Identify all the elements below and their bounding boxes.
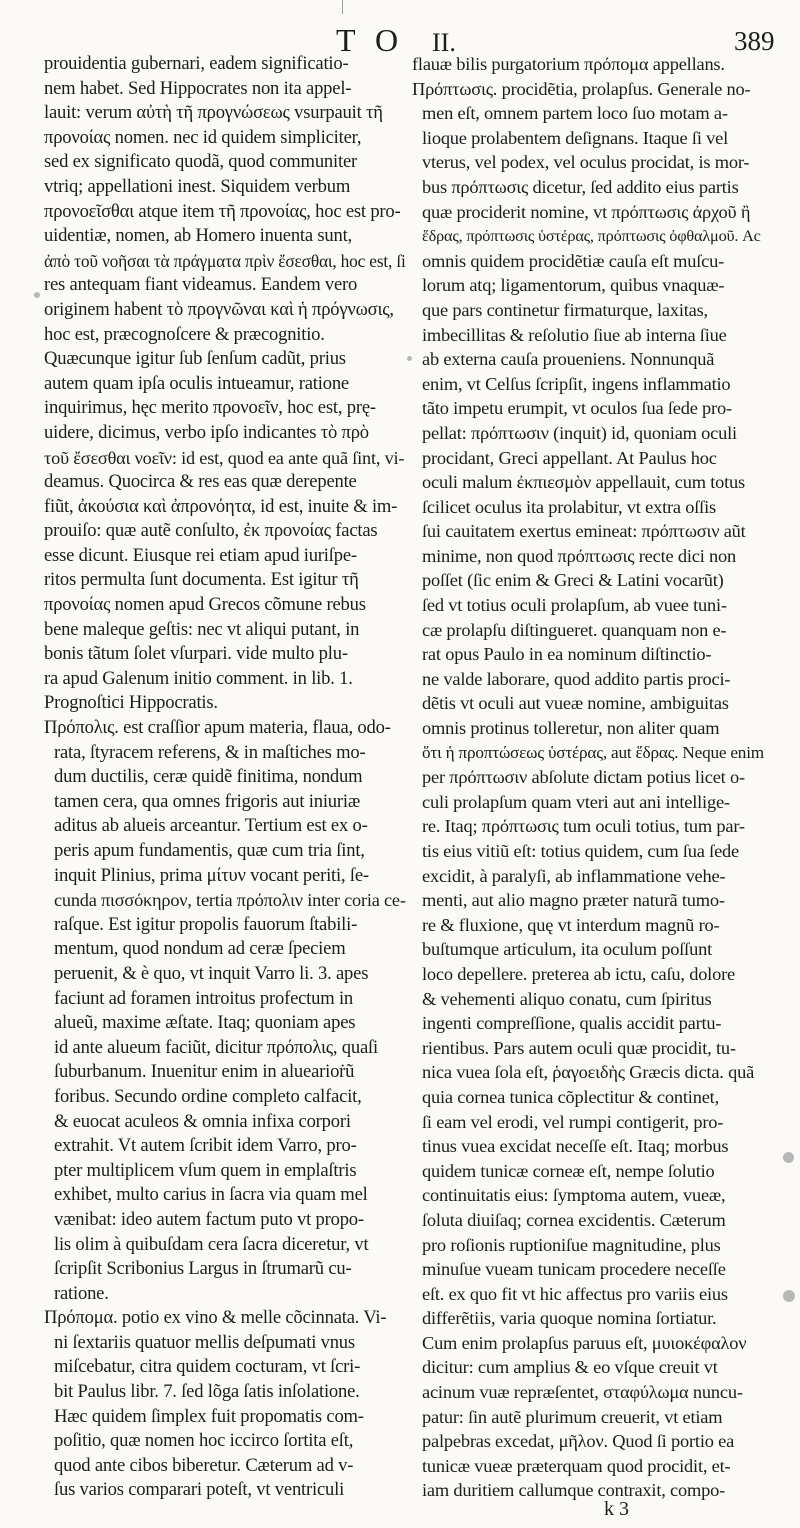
text-line: cunda πισσόκηρον, tertia πρόπολιν inter coria ce- xyxy=(54,890,406,911)
text-line: re & fluxione, quę vt interdum magnũ ro- xyxy=(422,914,720,935)
header-section: II. xyxy=(432,28,456,57)
text-line: exhibet, multo carius in ſacra via quam mel xyxy=(54,1184,368,1206)
text-line: per πρόπτωσιν abſolute dictam potius licet o- xyxy=(422,767,745,788)
text-line: omnis quidem procidẽtiæ cauſa eſt muſcu- xyxy=(422,250,725,271)
text-line: aditus ab alueis arceantur. Tertium est ex o- xyxy=(54,815,368,837)
text-line: iam duritiem callumque contraxit, compo- xyxy=(422,1480,726,1501)
text-line: vterus, vel podex, vel oculus procidat, is mor- xyxy=(422,152,750,173)
text-line: ſoluta diuiſaq; cornea excidentis. Cæterum xyxy=(422,1209,726,1230)
text-line: hoc est, præcognoſcere & præcognitio. xyxy=(44,323,325,345)
text-line: προνοίας nomen. nec id quidem simpliciter, xyxy=(44,126,362,148)
text-line: miſcebatur, citra quidem cocturam, vt ſcri- xyxy=(54,1356,361,1378)
text-line: menti, aut alio magno præter naturã tumo- xyxy=(422,890,725,911)
text-line: id ante alueum faciũt, dicitur πρόπολις, quaſi xyxy=(54,1036,378,1058)
text-line: ni ſextariis quatuor mellis deſpumati vnus xyxy=(54,1331,355,1353)
text-line: esse dicunt. Eiusque rei etiam apud iuriſpe- xyxy=(44,544,357,566)
right-column xyxy=(412,52,766,1502)
text-line: peris apum fundamentis, quæ cum tria ſint, xyxy=(54,840,365,861)
text-line: ſus varios comparari poteſt, vt ventriculi xyxy=(54,1479,345,1501)
text-line: Quæcunque igitur ſub ſenſum cadũt, prius xyxy=(44,348,346,370)
text-line: bit Paulus libr. 7. ſed lõga ſatis inſolatione. xyxy=(54,1381,360,1403)
text-line: tamen cera, qua omnes frigoris aut iniuriæ xyxy=(54,790,361,812)
text-line: rientibus. Pars autem oculi quæ procidit, tu- xyxy=(422,1037,736,1058)
text-line: bonis tãtum ſolet vſurpari. vide multo plu- xyxy=(44,643,348,665)
text-line: Πρόπομα. potio ex vino & melle cõcinnata. Vi- xyxy=(44,1307,387,1329)
text-line: lis olim à quibuſdam cera ſacra diceretur, vt xyxy=(54,1233,369,1255)
text-line: tinus vuea excidat neceſſe eſt. Itaq; morbus xyxy=(422,1136,729,1157)
text-line: excidit, à paralyſi, ab inflammatione vehe- xyxy=(422,865,726,886)
text-line: ſi eam vel erodi, vel rumpi contigerit, pro- xyxy=(422,1111,724,1132)
text-line: extrahit. Vt autem ſcribit idem Varro, pro- xyxy=(54,1135,357,1157)
text-line: ne valde laborare, quod addito partis proci- xyxy=(422,668,731,689)
text-line: lauit: verum αὐτὴ τῆ προγνώσεως vsurpauit τῆ xyxy=(44,102,383,124)
text-line: prouiſo: quæ autẽ conſulto, ἐκ προνοίας factas xyxy=(44,520,378,542)
text-line: imbecillitas & reſolutio ſiue ab interna ſiue xyxy=(422,324,727,345)
text-line: uidere, dicimus, verbo ipſo indicantes τὸ πρὸ xyxy=(44,421,369,443)
text-line: bus πρόπτωσις dicetur, ſed addito eius partis xyxy=(422,176,739,197)
text-line: lorum atq; ligamentorum, quibus vnaquæ- xyxy=(422,275,725,296)
text-line: tunicæ vueæ præterquam quod procidit, et- xyxy=(422,1455,731,1476)
text-line: ſuburbanum. Inuenitur enim in aluearioṙũ xyxy=(54,1061,355,1083)
margin-spot xyxy=(783,1152,794,1163)
signature-mark: k 3 xyxy=(604,1498,629,1520)
text-line: peruenit, & è quo, vt inquit Varro li. 3. apes xyxy=(54,962,369,984)
text-line: ingenti compreſſione, qualis accidit partu- xyxy=(422,1013,722,1034)
text-line: Πρόπτωσις. procidẽtia, prolapſus. Generale no- xyxy=(412,78,751,99)
text-line: quæ prociderit nomine, vt πρόπτωσις ἀρχοῦ ἢ xyxy=(422,201,751,222)
text-line: acinum vuæ repræſentet, σταφύλωμα nuncu- xyxy=(422,1382,743,1403)
text-line: deamus. Quocirca & res eas quæ derepente xyxy=(44,471,357,493)
text-line: poſitio, quæ nomen hoc iccirco ſortita eſt, xyxy=(54,1430,354,1452)
text-line: uidentiæ, nomen, ab Homero inuenta sunt, xyxy=(44,225,353,247)
text-line: sed ex significato quodã, quod communiter xyxy=(44,151,357,173)
text-line: bene maleque geſtis: nec vt aliqui putant, in xyxy=(44,618,360,640)
text-line: vænibat: ideo autem factum puto vt propo- xyxy=(54,1208,364,1230)
text-line: ὅτι ἡ προπτώσεως ὑστέρας, aut ἕδρας. Neque enim xyxy=(422,742,764,762)
text-line: faciunt ad foramen introitus profectum in xyxy=(54,987,354,1009)
text-line: foribus. Secundo ordine completo calfacit, xyxy=(54,1085,362,1107)
text-line: dicitur: cum amplius & eo vſque creuit vt xyxy=(422,1357,718,1378)
text-line: men eſt, omnem partem loco ſuo motam a- xyxy=(422,103,728,124)
text-line: prouidentia gubernari, eadem significatio- xyxy=(44,53,349,74)
text-line: continuitatis eius: ſymptoma autem, vueæ, xyxy=(422,1185,726,1206)
text-line: ratione. xyxy=(54,1282,109,1304)
text-line: rata, ſtyracem referens, & in maſtiches mo- xyxy=(54,741,366,763)
text-line: pro roſionis ruptioniſue magnitudine, plus xyxy=(422,1234,721,1255)
text-line: quidem tunicæ corneæ eſt, nempe ſolutio xyxy=(422,1160,715,1181)
text-line: loco depellere. preterea ab ictu, caſu, dolore xyxy=(422,963,735,984)
text-line: alueũ, maxime æſtate. Itaq; quoniam apes xyxy=(54,1012,356,1034)
text-line: τοῦ ἔσεσθαι νοεῖν: id est, quod ea ante quã ſint, vi- xyxy=(44,447,405,468)
text-line: mentum, quod nondum ad ceræ ſpeciem xyxy=(54,938,346,960)
text-line: pter multiplicem vſum quem in emplaſtris xyxy=(54,1159,357,1181)
text-line: dum ductilis, ceræ quidẽ finitima, nondum xyxy=(54,766,363,788)
text-line: autem quam ipſa oculis intueamur, ratione xyxy=(44,372,349,394)
text-line: eſt. ex quo fit vt hic affectus pro variis eius xyxy=(422,1283,728,1304)
text-line: ἕδρας, πρόπτωσις ὑστέρας, πρόπτωσις ὀφθαλμοῦ. Ac xyxy=(422,226,761,246)
text-line: cæ prolapſu diſtingueret. quanquam non e- xyxy=(422,619,727,640)
text-line: Prognoſtici Hippocratis. xyxy=(44,692,218,714)
text-line: ſed vt totius oculi prolapſum, ab vuee tuni- xyxy=(422,595,727,616)
text-line: originem habent τὸ προγνῶναι καὶ ἡ πρόγνωσις, xyxy=(44,298,394,320)
margin-mark xyxy=(407,356,412,361)
text-line: dẽtis vt oculi aut vueæ nomine, ambiguitas xyxy=(422,693,729,714)
margin-mark xyxy=(34,292,40,298)
text-line: Πρόπολις. est craſſior apum materia, flaua, odo- xyxy=(44,717,391,739)
text-line: ſcripſit Scribonius Largus in ſtrumarũ cu- xyxy=(54,1258,352,1280)
text-line: enim, vt Celſus ſcripſit, ingens inflammatio xyxy=(422,373,731,394)
text-line: procidant, Greci appellant. At Paulus hoc xyxy=(422,447,717,468)
text-line: buſtumque articulum, ita oculum poſſunt xyxy=(422,939,712,960)
text-line: differẽtiis, varia quoque nomina ſortiatur. xyxy=(422,1308,717,1329)
text-line: quod ante cibos biberetur. Cæterum ad v- xyxy=(54,1454,354,1476)
text-line: quia cornea tunica cõplectitur & continet, xyxy=(422,1086,719,1107)
text-line: tãto impetu erumpit, vt oculos ſua ſede pro- xyxy=(422,398,732,419)
text-line: re. Itaq; πρόπτωσις tum oculi totius, tum par- xyxy=(422,816,745,837)
text-line: Cum enim prolapſus paruus eſt, μυιοκέφαλον xyxy=(422,1332,747,1353)
text-line: lioque prolabentem deſignans. Itaque ſi vel xyxy=(422,127,728,148)
text-line: minuſue vueam tunicam procedere neceſſe xyxy=(422,1259,726,1280)
text-line: raſque. Est igitur propolis fauorum ſtabili- xyxy=(54,913,358,935)
page-number: 389 xyxy=(734,26,775,56)
text-line: nem habet. Sed Hippocrates non ita appel- xyxy=(44,77,352,99)
text-line: ritos permulta ſunt documenta. Est igitur τῆ xyxy=(44,569,359,591)
text-line: pellat: πρόπτωσιν (inquit) id, quoniam oculi xyxy=(422,422,737,443)
text-line: ſcilicet oculus ita prolabitur, vt extra oſſis xyxy=(422,496,716,517)
margin-spot xyxy=(783,1290,795,1302)
text-line: rat opus Paulo in ea nominum diſtinctio- xyxy=(422,644,712,665)
text-line: inquit Plinius, prima μίτυν vocant periti, ſe- xyxy=(54,864,369,886)
text-line: προνοεῖσθαι atque item τῆ προνοίας, hoc est pro- xyxy=(44,200,401,222)
text-line: flauæ bilis purgatorium πρόπομα appellans. xyxy=(412,54,725,74)
text-line: ra apud Galenum initio comment. in lib. 1. xyxy=(44,667,353,689)
text-line: tis eius vitiũ eſt: totius quidem, cum ſua ſede xyxy=(422,841,739,861)
text-line: minime, non quod πρόπτωσις recte dici non xyxy=(422,545,737,566)
text-line: ab externa cauſa proueniens. Nonnunquã xyxy=(422,349,715,370)
text-line: & vehementi aliquo conatu, cum ſpiritus xyxy=(422,988,712,1009)
text-line: poſſet (ſic enim & Greci & Latini vocarũt) xyxy=(422,570,724,591)
edge-mark xyxy=(342,0,343,14)
text-line: que pars continetur firmaturque, laxitas, xyxy=(422,299,708,320)
text-line: inquirimus, hęc merito προνοεῖν, hoc est, prę- xyxy=(44,397,376,419)
text-line: res antequam fiant videamus. Eandem vero xyxy=(44,274,358,296)
text-line: oculi malum ἐκπιεσμὸν appellauit, cum totus xyxy=(422,472,746,493)
text-line: & euocat aculeos & omnia infixa corpori xyxy=(54,1110,351,1132)
text-line: palpebras excedat, μῆλον. Quod ſi portio ea xyxy=(422,1431,735,1452)
text-line: vtriq; appellationi inest. Siquidem verbum xyxy=(44,175,351,197)
header-title: T O xyxy=(336,22,405,58)
left-column xyxy=(44,52,406,1502)
text-line: nica vuea ſola eſt, ῥαγοειδὴς Græcis dicta. quã xyxy=(422,1062,755,1083)
text-line: ἀπὸ τοῦ νοῆσαι τὰ πράγματα πρὶν ἔσεσθαι, hoc est, ſi xyxy=(44,250,406,271)
text-line: culi prolapſum quam vteri aut ani intellige- xyxy=(422,791,730,812)
text-line: fiũt, ἀκούσια καὶ ἀπρονόητα, id est, inuite & im- xyxy=(44,495,398,517)
text-line: Hæc quidem ſimplex fuit propomatis com- xyxy=(54,1405,364,1427)
text-line: ſui cauitatem exertus emineat: πρόπτωσιν aũt xyxy=(422,521,746,542)
text-line: προνοίας nomen apud Grecos cõmune rebus xyxy=(44,594,366,616)
text-line: patur: ſin autẽ plurimum creuerit, vt etiam xyxy=(422,1406,723,1427)
text-line: omnis protinus tolleretur, non aliter quam xyxy=(422,718,720,739)
